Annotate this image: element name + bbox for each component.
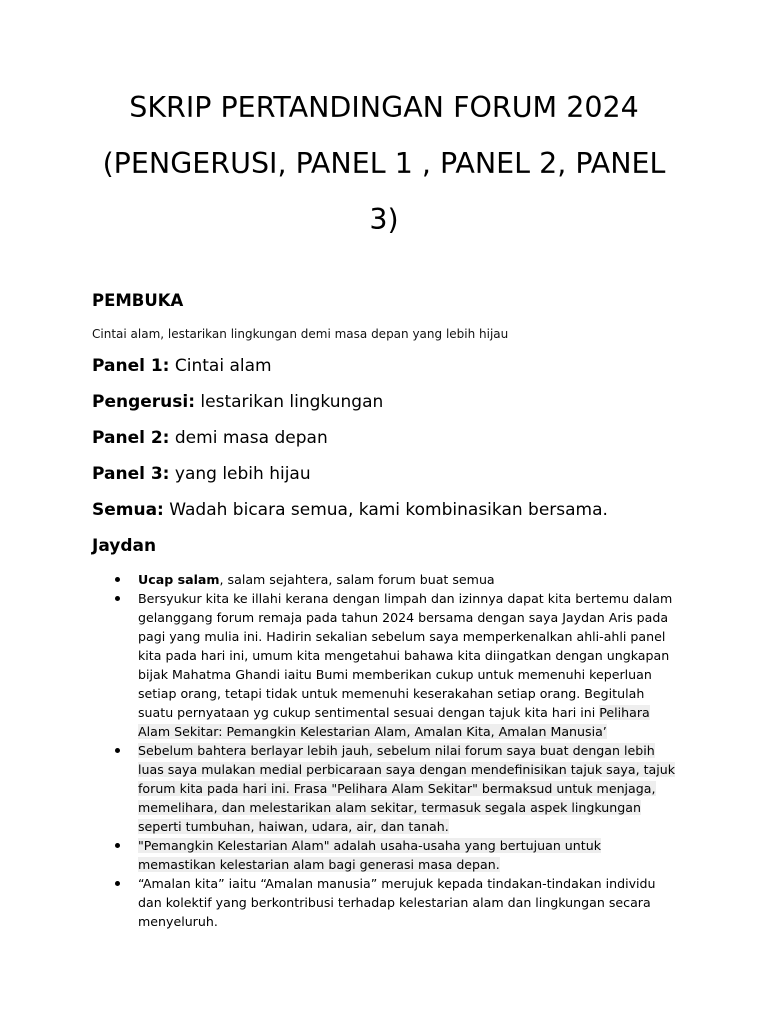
speaker-label: Pengerusi: — [92, 392, 196, 412]
bullet-icon — [115, 596, 120, 601]
speaker-label: Panel 1: — [92, 356, 170, 376]
bullet-text: “Amalan kita” iaitu “Amalan manusia” merujuk kepada tindakan-tindakan individu dan kolektif yang berkontribusi terhadap kelestarian alam dan lingkungan secara menyeluruh. — [138, 876, 656, 929]
jaydan-bullet-list — [92, 570, 682, 931]
script-line-semua — [92, 500, 608, 520]
list-item — [92, 570, 682, 589]
bullet-text: Bersyukur kita ke illahi kerana dengan limpah dan izinnya dapat kita bertemu dalam gelanggang forum remaja pada tahun 2024 bersama dengan saya Jaydan Aris pada pagi yang mulia ini. Hadirin sekalian sebelum saya memperkenalkan ahli-ahli panel kita pada hari ini, umum kita mengetahui bahawa kita diingatkan dengan ungkapan bijak Mahatma Ghandi iaitu Bumi memberikan cukup untuk memenuhi keperluan setiap orang, tetapi tidak untuk memenuhi keserakahan setiap orang. Begitulah suatu pernyataan yg cukup sentimental sesuai dengan tajuk kita hari ini — [138, 591, 673, 720]
script-line-panel-1 — [92, 356, 272, 376]
script-line-pengerusi — [92, 392, 383, 412]
speaker-text: lestarikan lingkungan — [195, 392, 384, 412]
highlighted-text: "Pemangkin Kelestarian Alam" adalah usaha-usaha yang bertujuan untuk memastikan kelestarian alam bagi generasi masa depan. — [138, 838, 601, 872]
highlighted-text: Pelihara Alam Sekitar: Pemangkin Kelestarian Alam, Amalan Kita, Amalan Manusia’ — [138, 705, 650, 739]
bullet-text: , salam sejahtera, salam forum buat semua — [219, 572, 495, 587]
bullet-icon — [115, 577, 120, 582]
script-line-panel-3 — [92, 464, 311, 484]
bullet-icon — [115, 748, 120, 753]
bullet-bold-text: Ucap salam — [138, 572, 220, 587]
speaker-text: demi masa depan — [169, 428, 328, 448]
list-item — [92, 589, 682, 741]
highlighted-text: Sebelum bahtera berlayar lebih jauh, sebelum nilai forum saya buat dengan lebih luas saya mulakan medial perbicaraan saya dengan mendefinisikan tajuk saya, tajuk forum kita pada hari ini. Frasa "Pelihara Alam Sekitar" bermaksud untuk menjaga, memelihara, dan melestarikan alam sekitar, termasuk segala aspek lingkungan seperti tumbuhan, haiwan, udara, air, dan tanah. — [138, 743, 676, 834]
speaker-text: Cintai alam — [169, 356, 272, 376]
document-title — [84, 80, 684, 248]
list-item — [92, 836, 682, 874]
script-line-panel-2 — [92, 428, 328, 448]
list-item — [92, 874, 682, 931]
speaker-text: yang lebih hijau — [169, 464, 311, 484]
list-item — [92, 741, 682, 836]
speaker-label: Semua: — [92, 500, 164, 520]
title-line-3: 3) — [369, 203, 399, 236]
speaker-text: Wadah bicara semua, kami kombinasikan bersama. — [163, 500, 608, 520]
speaker-label: Panel 3: — [92, 464, 170, 484]
intro-text: Cintai alam, lestarikan lingkungan demi masa depan yang lebih hijau — [92, 327, 509, 341]
title-line-2: (PENGERUSI, PANEL 1 , PANEL 2, PANEL — [102, 147, 666, 180]
bullet-icon — [115, 881, 120, 886]
section-heading-jaydan: Jaydan — [92, 536, 157, 556]
title-line-1: SKRIP PERTANDINGAN FORUM 2024 — [129, 91, 639, 124]
section-heading-pembuka: PEMBUKA — [92, 291, 184, 310]
bullet-icon — [115, 843, 120, 848]
speaker-label: Panel 2: — [92, 428, 170, 448]
